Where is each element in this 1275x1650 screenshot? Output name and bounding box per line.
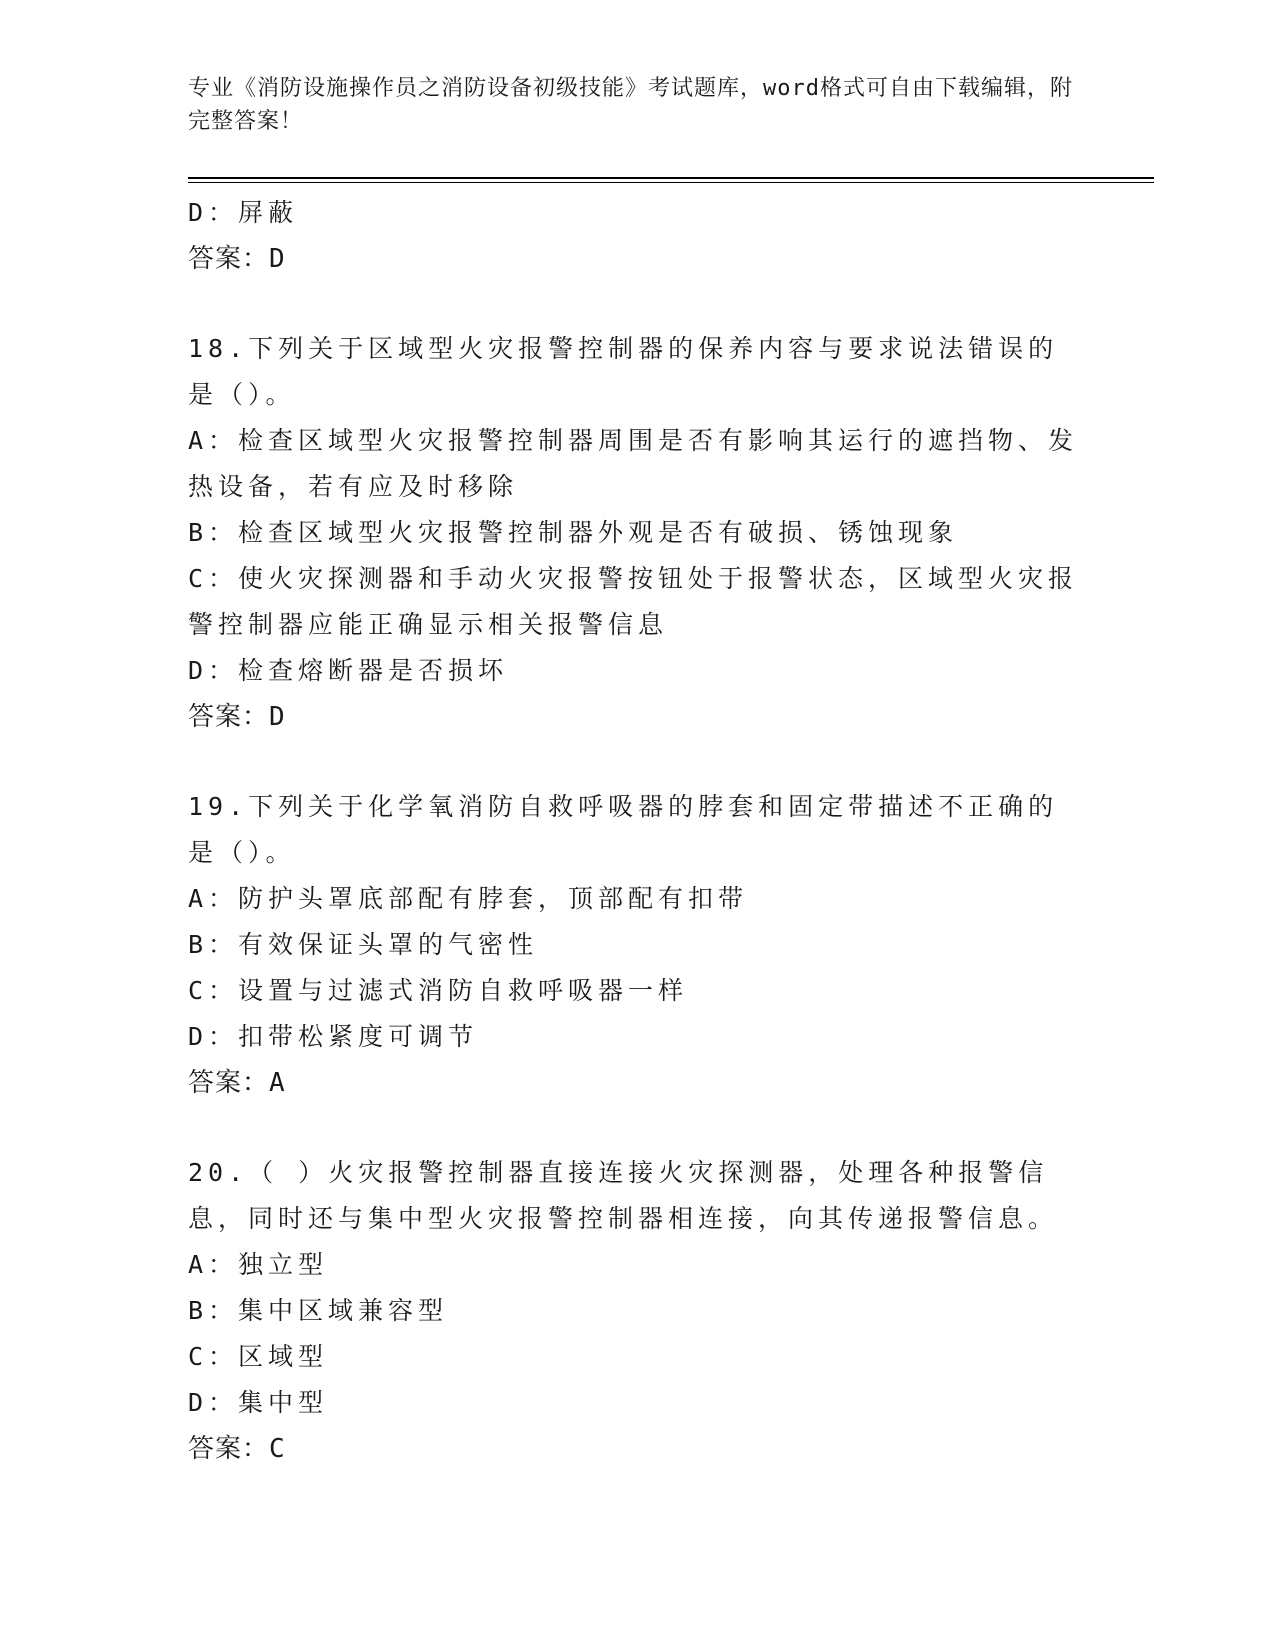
header-divider-thick: [188, 177, 1154, 179]
question-stem: 19.下列关于化学氧消防自救呼吸器的脖套和固定带描述不正确的是（）。: [188, 792, 1059, 867]
option-d: D：检查熔断器是否损坏: [188, 656, 509, 685]
answer-line: [188, 1060, 1088, 1106]
previous-question-tail: [188, 190, 1088, 282]
option-d: D：屏蔽: [188, 198, 299, 227]
option-b: B：检查区域型火灾报警控制器外观是否有破损、锈蚀现象: [188, 518, 959, 547]
question-stem: 20.（ ）火灾报警控制器直接连接火灾探测器，处理各种报警信息，同时还与集中型火灾报警控制器相连接，向其传递报警信息。: [188, 1158, 1059, 1233]
question-stem: 18.下列关于区域型火灾报警控制器的保养内容与要求说法错误的是（）。: [188, 334, 1059, 409]
answer-label: 答案：: [188, 702, 270, 732]
option-d: D：扣带松紧度可调节: [188, 1022, 479, 1051]
answer-line: [188, 236, 1088, 282]
option-a: A：独立型: [188, 1250, 329, 1279]
option-c: C：设置与过滤式消防自救呼吸器一样: [188, 976, 689, 1005]
question-20: [188, 1150, 1088, 1472]
document-body: [188, 190, 1088, 1472]
answer-label: 答案：: [188, 1068, 270, 1098]
option-b: B：集中区域兼容型: [188, 1296, 449, 1325]
answer-label: 答案：: [188, 1434, 270, 1464]
answer-value: A: [269, 1068, 285, 1098]
option-d: D：集中型: [188, 1388, 329, 1417]
answer-line: [188, 1426, 1088, 1472]
answer-value: C: [269, 1434, 285, 1464]
option-a: A：防护头罩底部配有脖套，顶部配有扣带: [188, 884, 749, 913]
option-b: B：有效保证头罩的气密性: [188, 930, 539, 959]
question-19: [188, 784, 1088, 1106]
document-header: 专业《消防设施操作员之消防设备初级技能》考试题库，word格式可自由下载编辑，附完整答案！: [188, 76, 1073, 134]
option-c: C：使火灾探测器和手动火灾报警按钮处于报警状态，区域型火灾报警控制器应能正确显示相关报警信息: [188, 564, 1079, 639]
answer-value: D: [269, 244, 285, 274]
answer-label: 答案：: [188, 244, 270, 274]
option-a: A：检查区域型火灾报警控制器周围是否有影响其运行的遮挡物、发热设备，若有应及时移除: [188, 426, 1079, 501]
question-18: [188, 326, 1088, 740]
header-divider-thin: [188, 182, 1154, 183]
answer-line: [188, 694, 1088, 740]
option-c: C：区域型: [188, 1342, 329, 1371]
answer-value: D: [269, 702, 285, 732]
